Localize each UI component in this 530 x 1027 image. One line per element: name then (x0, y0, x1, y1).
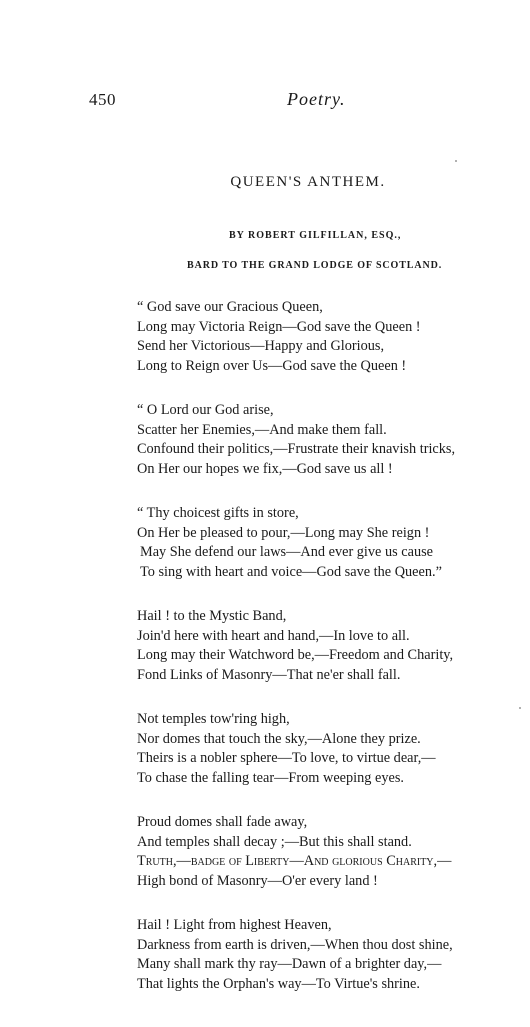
poem-line: Darkness from earth is driven,—When thou dost shine, (137, 936, 453, 953)
poem-line: May She defend our laws—And ever give us cause (140, 544, 434, 560)
page-number: 450 (89, 90, 116, 109)
poem-line: Send her Victorious—Happy and Glorious, (137, 338, 385, 354)
poem-line: Confound their politics,—Frustrate their knavish tricks, (137, 441, 456, 457)
poem-line: To chase the falling tear—From weeping eyes. (137, 769, 404, 786)
poem-line: That lights the Orphan's way—To Virtue's shrine. (137, 975, 420, 992)
stanza (137, 607, 517, 685)
running-head: Poetry. (287, 89, 346, 109)
poem-line: Join'd here with heart and hand,—In love to all. (137, 627, 410, 644)
poem-line: Proud domes shall fade away, (137, 814, 308, 830)
stanza (137, 916, 517, 994)
poem-line: And temples shall decay ;—But this shall stand. (137, 833, 412, 850)
poem-line: Hail ! to the Mystic Band, (137, 608, 287, 624)
stanza (137, 401, 517, 479)
poem-line: On Her our hopes we fix,—God save us all ! (137, 460, 393, 477)
poem-line: High bond of Masonry—O'er every land ! (137, 872, 378, 889)
poem-line: Scatter her Enemies,—And make them fall. (137, 421, 387, 438)
poem-line: Many shall mark thy ray—Dawn of a brighter day,— (137, 956, 442, 972)
poem-line: Fond Links of Masonry—That ne'er shall fall. (137, 666, 401, 683)
poem-line: To sing with heart and voice—God save the Queen.” (140, 563, 442, 580)
poem-line: Long to Reign over Us—God save the Queen ! (137, 357, 407, 374)
paper-speck (455, 160, 457, 162)
paper-speck (519, 707, 521, 709)
poem-line: Long may their Watchword be,—Freedom and Charity, (137, 647, 454, 663)
poem-line: Theirs is a nobler sphere—To love, to virtue dear,— (137, 750, 436, 766)
poem-line: Not temples tow'ring high, (137, 711, 290, 727)
poem-body (137, 298, 517, 1019)
byline-affiliation: BARD TO THE GRAND LODGE OF SCOTLAND. (187, 260, 443, 271)
poem-line: Long may Victoria Reign—God save the Queen ! (137, 318, 421, 335)
stanza (137, 298, 517, 376)
stanza (137, 813, 517, 891)
stanza (137, 504, 517, 582)
poem-line: “ God save our Gracious Queen, (137, 299, 323, 315)
poem-line: Nor domes that touch the sky,—Alone they prize. (137, 730, 421, 747)
poem-line: Hail ! Light from highest Heaven, (137, 917, 332, 933)
byline-author: BY ROBERT GILFILLAN, ESQ., (229, 230, 402, 241)
stanza (137, 710, 517, 788)
poem-line: “ Thy choicest gifts in store, (137, 505, 299, 521)
poem-line: On Her be pleased to pour,—Long may She reign ! (137, 524, 430, 541)
poem-line: “ O Lord our God arise, (137, 402, 274, 418)
poem-title: QUEEN'S ANTHEM. (230, 174, 386, 190)
poem-line: Truth,—badge of Liberty—And glorious Charity,— (137, 853, 452, 869)
